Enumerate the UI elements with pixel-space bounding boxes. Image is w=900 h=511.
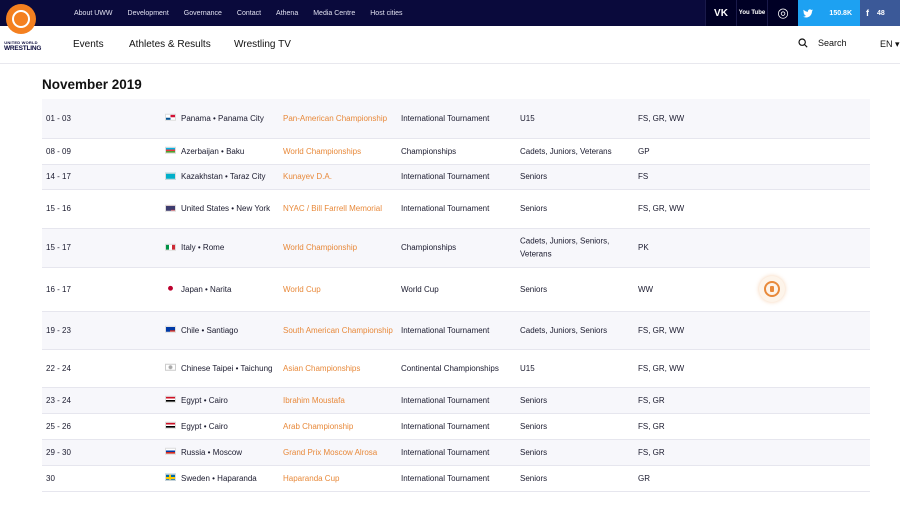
event-date: 22 - 24 [46,363,71,373]
event-location: Sweden • Haparanda [165,472,277,485]
topnav-about[interactable]: About UWW [74,9,113,17]
event-age-group: U15 [520,363,535,373]
event-date: 15 - 17 [46,242,71,252]
event-location: Chinese Taipei • Taichung [165,362,277,375]
table-row[interactable] [42,229,870,268]
event-name-link[interactable]: South American Championship [283,325,393,335]
event-age-group: Seniors [520,203,548,213]
event-location: Kazakhstan • Taraz City [165,171,277,184]
table-row[interactable] [42,350,870,388]
instagram-icon[interactable]: ◎ [767,0,798,26]
main-nav [0,26,900,64]
topnav-athena[interactable]: Athena [276,9,299,17]
event-style: GP [638,146,650,156]
event-date: 23 - 24 [46,395,71,405]
event-date: 15 - 16 [46,203,71,213]
event-location: Egypt • Cairo [165,394,277,407]
event-age-group: Seniors [520,473,548,483]
twitter-link[interactable] [798,0,860,26]
event-type: International Tournament [401,447,490,457]
flag-egypt-icon [165,396,176,403]
nav-events[interactable]: Events [73,39,104,50]
event-style: FS, GR, WW [638,203,685,213]
event-type: Championships [401,146,457,156]
event-style: FS, GR, WW [638,325,685,335]
topnav-governance[interactable]: Governance [183,9,222,17]
table-row[interactable] [42,99,870,139]
top-nav [74,0,418,26]
event-type: International Tournament [401,473,490,483]
event-age-group: Seniors [520,171,548,181]
event-age-group: Cadets, Juniors, Veterans [520,146,612,156]
event-name-link[interactable]: NYAC / Bill Farrell Memorial [283,203,382,213]
event-style: FS [638,171,649,181]
social-links [705,0,900,26]
table-row[interactable] [42,466,870,492]
event-style: FS, GR, WW [638,363,685,373]
event-name-link[interactable]: World Championships [283,146,362,156]
month-heading: November 2019 [42,77,142,92]
twitter-icon [803,9,813,18]
table-row[interactable] [42,388,870,414]
event-name-link[interactable]: Grand Prix Moscow Alrosa [283,447,378,457]
topnav-contact[interactable]: Contact [236,9,262,17]
table-row[interactable] [42,139,870,165]
event-style: FS, GR [638,421,665,431]
top-bar [0,0,900,26]
event-name-link[interactable]: World Championship [283,242,358,252]
event-name-link[interactable]: Kunayev D.A. [283,171,332,181]
vk-icon[interactable]: VK [705,0,736,26]
table-row[interactable] [42,190,870,229]
event-style: FS, GR [638,447,665,457]
youtube-icon[interactable]: You Tube [736,0,767,26]
event-date: 14 - 17 [46,171,71,181]
event-type: World Cup [401,284,439,294]
search-button[interactable] [798,38,847,48]
event-date: 30 [46,473,55,483]
event-location: Egypt • Cairo [165,420,277,433]
event-name-link[interactable]: Arab Championship [283,421,354,431]
event-location: Russia • Moscow [165,446,277,459]
event-type: Continental Championships [401,363,499,373]
event-date: 08 - 09 [46,146,71,156]
event-age-group: Cadets, Juniors, Seniors [520,325,608,335]
event-location: United States • New York [165,203,277,216]
search-label: Search [818,38,847,48]
flag-chile-icon [165,326,176,333]
flag-egypt-icon [165,422,176,429]
facebook-link[interactable] [860,0,900,26]
twitter-count: 150.8K [829,9,852,17]
event-type: International Tournament [401,421,490,431]
event-style: FS, GR [638,395,665,405]
event-date: 01 - 03 [46,113,71,123]
event-date: 16 - 17 [46,284,71,294]
event-location: Japan • Narita [165,283,277,296]
flag-chinese-taipei-icon [165,364,176,371]
table-row[interactable] [42,414,870,440]
flag-japan-icon [165,285,176,292]
event-location: Italy • Rome [165,242,277,255]
event-age-group: Seniors [520,447,548,457]
flag-italy-icon [165,243,176,250]
language-selector[interactable]: EN ▾ [880,39,900,49]
table-row[interactable] [42,268,870,312]
event-style: WW [638,284,654,294]
flag-russia-icon [165,448,176,455]
event-name-link[interactable]: Ibrahim Moustafa [283,395,345,405]
topnav-media-centre[interactable]: Media Centre [313,9,356,17]
nav-wrestling-tv[interactable]: Wrestling TV [234,39,291,50]
flag-kazakhstan-icon [165,172,176,179]
event-style: GR [638,473,650,483]
event-age-group: Seniors [520,421,548,431]
event-age-group: Seniors [520,395,548,405]
flag-usa-icon [165,204,176,211]
table-row[interactable] [42,312,870,350]
search-icon [798,38,808,48]
event-age-group: Seniors [520,284,548,294]
events-table [42,99,870,492]
logo-text-bottom: WRESTLING [4,45,42,52]
topnav-development[interactable]: Development [127,9,169,17]
flag-panama-icon [165,114,176,121]
event-name-link[interactable]: Haparanda Cup [283,473,340,483]
event-name-link[interactable]: Pan-American Championship [283,113,388,123]
flag-azerbaijan-icon [165,147,176,154]
event-name-link[interactable]: World Cup [283,284,321,294]
nav-athletes-results[interactable]: Athletes & Results [129,39,211,50]
event-date: 29 - 30 [46,447,71,457]
event-location: Panama • Panama City [165,112,277,125]
event-type: International Tournament [401,325,490,335]
event-date: 25 - 26 [46,421,71,431]
event-type: International Tournament [401,203,490,213]
floating-help-button[interactable] [759,276,785,302]
facebook-count: 48 [877,9,885,17]
table-row[interactable] [42,165,870,190]
event-style: FS, GR, WW [638,113,685,123]
table-row[interactable] [42,440,870,466]
event-style: PK [638,242,649,252]
event-location: Azerbaijan • Baku [165,145,277,158]
facebook-icon: f [866,8,869,18]
event-age-group: Cadets, Juniors, Seniors, Veterans [520,236,610,258]
event-age-group: U15 [520,113,535,123]
topnav-host-cities[interactable]: Host cities [370,9,403,17]
help-icon [764,281,780,297]
event-type: Championships [401,242,457,252]
event-date: 19 - 23 [46,325,71,335]
flag-sweden-icon [165,474,176,481]
event-type: International Tournament [401,395,490,405]
event-location: Chile • Santiago [165,324,277,337]
event-name-link[interactable]: Asian Championships [283,363,361,373]
event-type: International Tournament [401,113,490,123]
logo-text-top: UNITED WORLD [4,40,38,45]
event-type: International Tournament [401,171,490,181]
